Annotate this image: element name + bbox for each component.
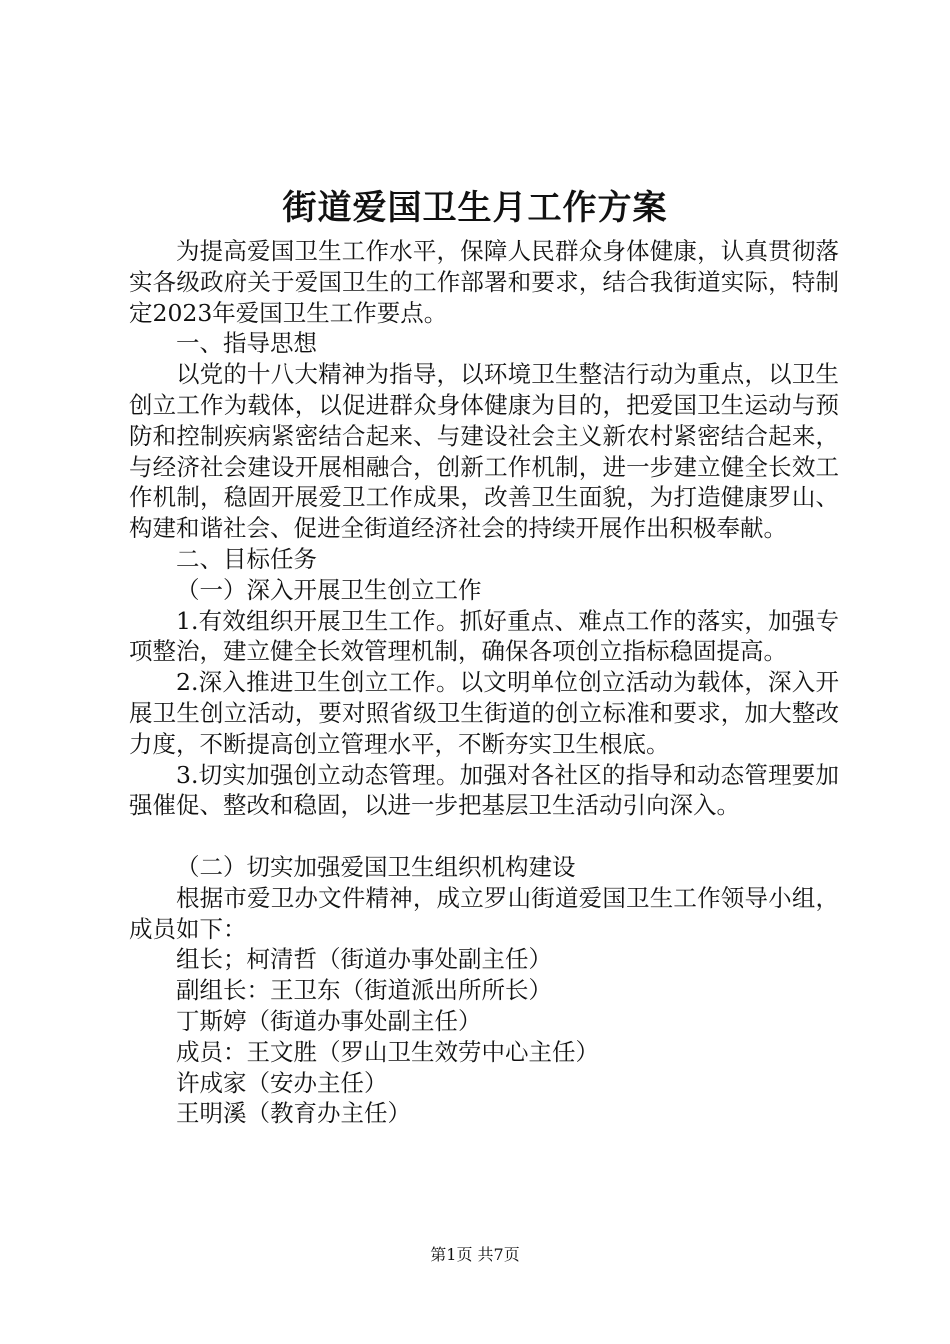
member-deputy-2: 丁斯婷（街道办事处副主任） (176, 1006, 482, 1035)
member-1: 成员：王文胜（罗山卫生效劳中心主任） (176, 1037, 599, 1066)
member-3: 王明溪（教育办主任） (176, 1099, 411, 1128)
document-body (129, 236, 839, 1129)
subsection-heading-1: （一）深入开展卫生创立工作 (176, 575, 482, 604)
goal-item-1: 1.有效组织开展卫生工作。抓好重点、难点工作的落实，加强专项整治，建立健全长效管理机制，确保各项创立指标稳固提高。 (129, 606, 839, 666)
goal-item-2: 2.深入推进卫生创立工作。以文明单位创立活动为载体，深入开展卫生创立活动，要对照省级卫生街道的创立标准和要求，加大整改力度，不断提高创立管理水平，不断夯实卫生根底。 (129, 668, 839, 758)
member-2: 许成家（安办主任） (176, 1068, 388, 1097)
subsection-heading-2: （二）切实加强爱国卫生组织机构建设 (176, 852, 576, 881)
blank-line (129, 821, 839, 852)
goal-item-3: 3.切实加强创立动态管理。加强对各社区的指导和动态管理要加强催促、整改和稳固，以进一步把基层卫生活动引向深入。 (129, 760, 839, 820)
page-footer: 第1页 共7页 (430, 1245, 520, 1264)
section-heading-guiding-thought: 一、指导思想 (176, 329, 317, 358)
organization-paragraph: 根据市爱卫办文件精神，成立罗山街道爱国卫生工作领导小组，成员如下： (129, 883, 839, 943)
guiding-thought-paragraph: 以党的十八大精神为指导，以环境卫生整洁行动为重点，以卫生创立工作为载体，以促进群众身体健康为目的，把爱国卫生运动与预防和控制疾病紧密结合起来、与建设社会主义新农村紧密结合起来，与经济社会建设开展相融合，创新工作机制，进一步建立健全长效工作机制，稳固开展爱卫工作成果，改善卫生面貌，为打造健康罗山、构建和谐社会、促进全街道经济社会的持续开展作出积极奉献。 (129, 360, 839, 543)
intro-paragraph: 为提高爱国卫生工作水平，保障人民群众身体健康，认真贯彻落实各级政府关于爱国卫生的工作部署和要求，结合我街道实际，特制定2023年爱国卫生工作要点。 (129, 237, 839, 327)
member-deputy-1: 副组长：王卫东（街道派出所所长） (176, 976, 552, 1005)
member-leader: 组长；柯清哲（街道办事处副主任） (176, 945, 552, 974)
document-title: 街道爱国卫生月工作方案 (282, 188, 668, 228)
section-heading-goals: 二、目标任务 (176, 544, 317, 573)
